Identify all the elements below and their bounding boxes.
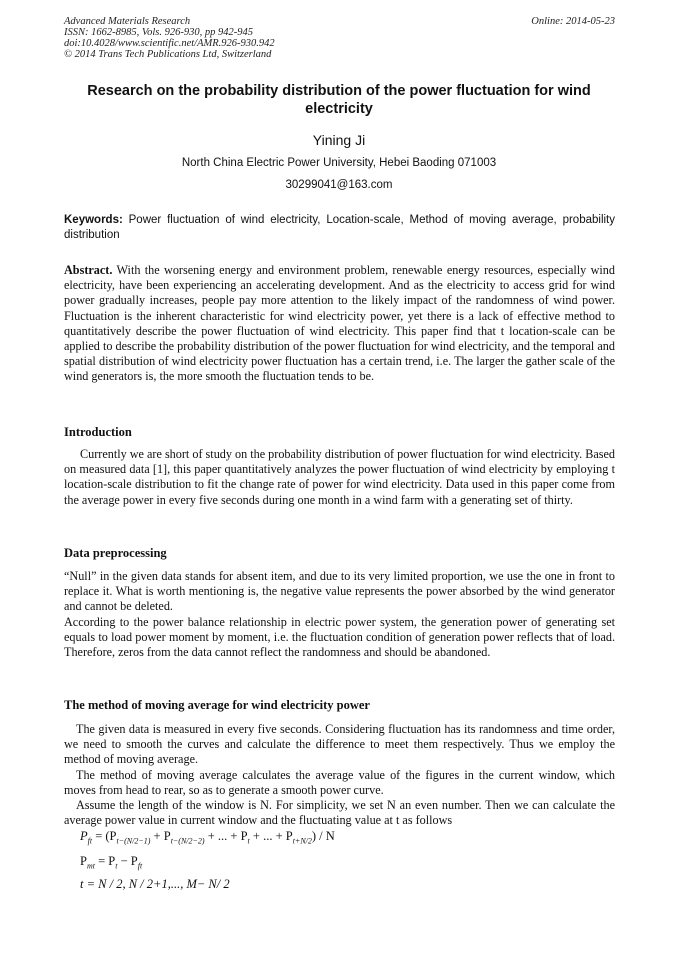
journal-doi: doi:10.4028/www.scientific.net/AMR.926-930.942 [64,38,275,49]
data-preprocessing-paragraph: According to the power balance relationship in electric power system, the generation power of generating set equals to load power moment by moment, i.e. the fluctuation condition of generation power reflects that of load. Therefore, zeros from the data cannot reflect the randomness and should be abandoned. [64,614,615,660]
formula-text: = (P [95,829,117,843]
moving-average-paragraph: The given data is measured in every five seconds. Considering fluctuation has its randomness and time order, we need to smooth the curves and calculate the difference to meet them respectively. Thus we employ the method of moving average. [64,722,615,767]
journal-issn: ISSN: 1662-8985, Vols. 926-930, pp 942-945 [64,27,253,38]
formula-text: ) / N [311,829,335,843]
journal-name: Advanced Materials Research [64,16,191,27]
formula-average-power [80,829,335,846]
moving-average-paragraph: The method of moving average calculates the average value of the figures in the current window, which moves from head to rear, so as to generate a smooth power curve. [64,767,615,797]
author-email: 30299041@163.com [285,179,393,191]
formula-text: − P [117,854,138,868]
formula-text: = P [94,854,116,868]
formula-text: + ... + P [204,829,248,843]
formula-text: + P [150,829,171,843]
formula-text: + ... + P [249,829,293,843]
formula-symbol: P [80,854,87,868]
formula-subscript: t [247,836,250,846]
online-date: Online: 2014-05-23 [531,16,615,27]
formula-time-range [80,877,230,892]
abstract-text: With the worsening energy and environment problem, renewable energy resources, especially wind electricity, have been experiencing an accelerating development. And as the electricity to access grid for wind power gradually increases, people pay more attention to the likely impact of the randomness of wind power. Fluctuation is the inherent characteristic for wind electricity power, yet there is a lack of effective method to quantitatively describe the power fluctuation of wind electricity. This paper find that t location-scale can be applied to describe the probability distribution of the power fluctuation for wind electricity, and the temporal and spatial distribution of wind electricity power fluctuation has a certain trend, i.e. The larger the gather scale of the wind generators is, the more smooth the fluctuation tends to be. [64,263,615,384]
formula-symbol: P [80,829,88,843]
moving-average-paragraph: Assume the length of the window is N. For simplicity, we set N an even number. Then we can calculate the average power value in current window and the fluctuating value at t as follows [64,798,615,828]
formula-text: t = N / 2, N / 2+1,..., M− N/ 2 [80,877,230,891]
author-affiliation: North China Electric Power University, Hebei Baoding 071003 [181,157,497,169]
formula-subscript: t−(N/2−1) [116,836,151,846]
introduction-text: Currently we are short of study on the probability distribution of power fluctuation for wind electricity. Based on measured data [1], this paper quantitatively analyzes the power fluctuation of wind electricity by employing t location-scale distribution to fit the change rate of power for wind electricity. Data used in this paper come from the average power in every five seconds during one month in a wind farm with a generating set of thirty. [64,447,615,507]
formula-fluctuation [80,854,142,871]
keywords-text: Power fluctuation of wind electricity, Location-scale, Method of moving average, probability distribution [64,214,615,241]
moving-average-body [64,722,615,828]
data-preprocessing-heading: Data preprocessing [64,546,167,560]
abstract-label: Abstract. [64,263,113,277]
paper-title: Research on the probability distribution of the power fluctuation for wind electricity [87,83,591,117]
formula-subscript: t+N/2 [292,836,312,846]
data-preprocessing-paragraph: “Null” in the given data stands for absent item, and due to its very limited proportion, we use the one in front to replace it. What is worth mentioning is, the negative value represents the power absorbed by the wind generator and cannot be deleted. [64,569,615,614]
journal-header [64,16,615,60]
keywords-label: Keywords: [64,214,123,226]
author-name: Yining Ji [312,132,366,148]
abstract [64,263,615,385]
journal-copyright: © 2014 Trans Tech Publications Ltd, Switzerland [64,49,272,60]
data-preprocessing-body [64,569,615,660]
introduction-heading: Introduction [64,425,132,439]
formula-subscript: t [115,861,118,871]
formula-subscript: ft [87,836,93,846]
formula-subscript: ft [137,861,143,871]
formula-subscript: mt [86,861,95,871]
moving-average-heading: The method of moving average for wind electricity power [64,698,370,712]
formula-subscript: t−(N/2−2) [170,836,205,846]
keywords [64,213,615,243]
